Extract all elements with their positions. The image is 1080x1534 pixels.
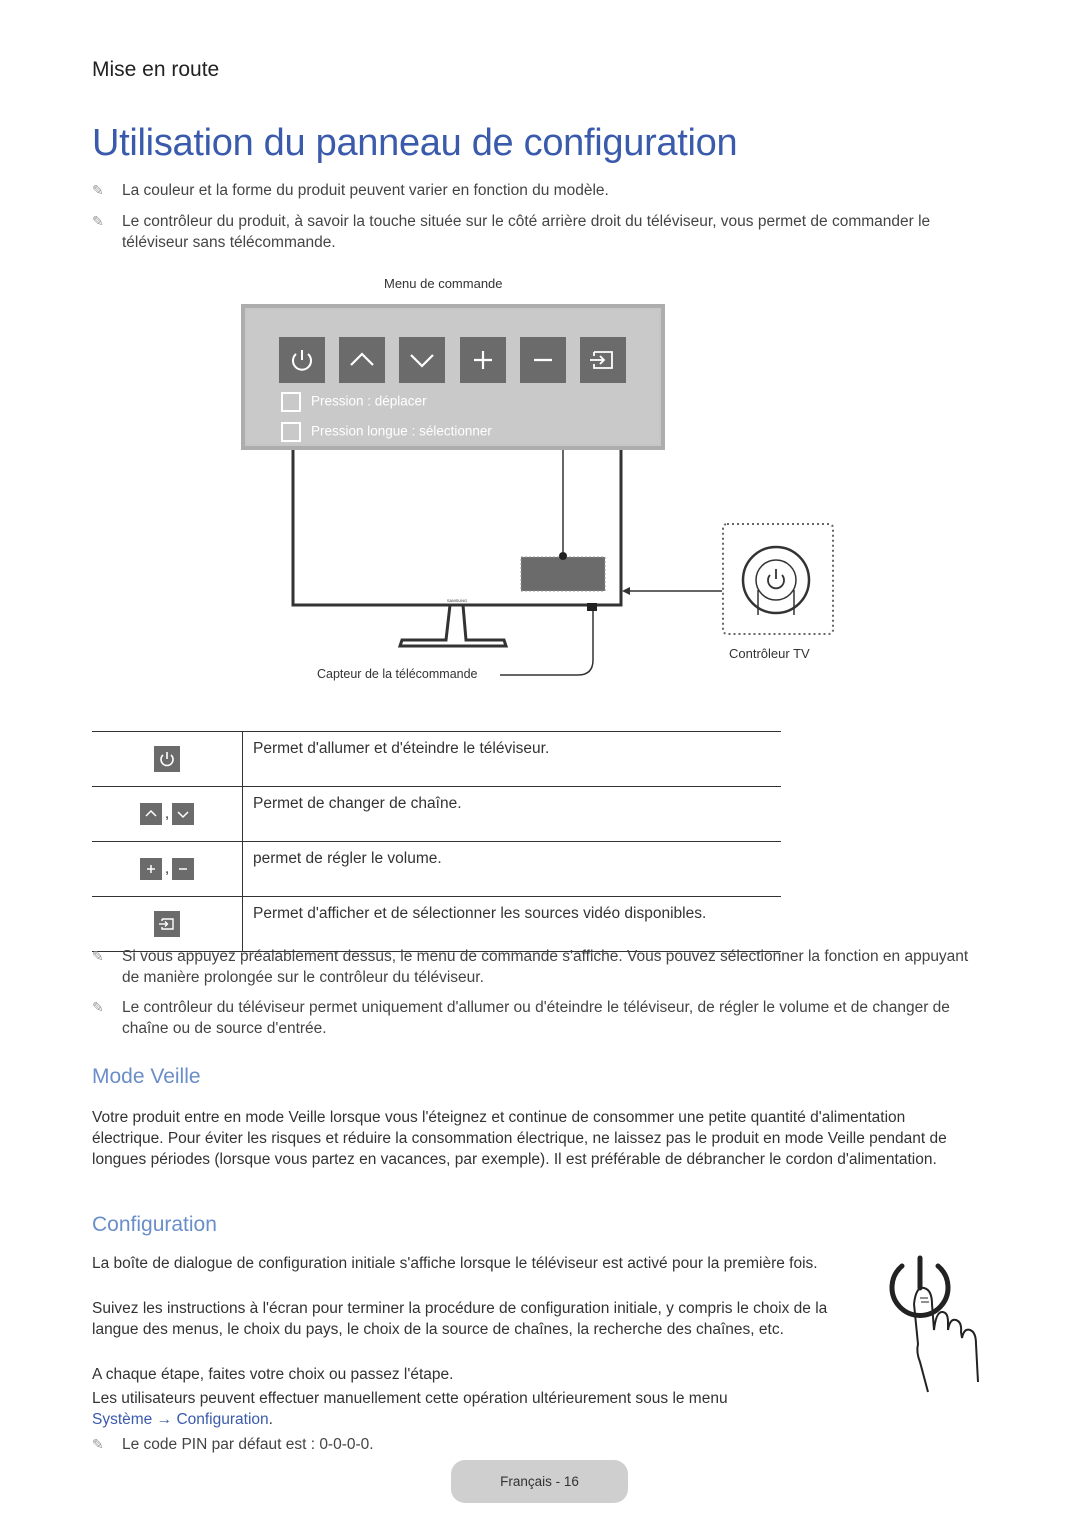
panel-hint-press: Pression : déplacer	[281, 392, 427, 412]
plus-icon	[460, 337, 506, 383]
menu-path-system: Système	[92, 1411, 153, 1428]
pencil-icon: ✎	[92, 213, 104, 229]
control-menu-panel	[241, 304, 665, 450]
arrow-icon: →	[156, 1411, 173, 1428]
page-title: Utilisation du panneau de configuration	[92, 122, 738, 164]
note: ✎ Si vous appuyez préalablement dessus, le menu de commande s'affiche. Vous pouvez sélectionner la fonction en appuyant de manière prolongée sur le contrôleur du téléviseur.	[92, 948, 969, 986]
press-icon	[281, 422, 301, 442]
table-cell-desc: permet de régler le volume.	[243, 842, 782, 897]
source-icon	[154, 911, 180, 937]
plus-icon	[140, 858, 162, 880]
config-paragraph-1: La boîte de dialogue de configuration initiale s'affiche lorsque le téléviseur est activé pour la première fois.	[92, 1255, 818, 1272]
table-row	[92, 732, 781, 787]
chevron-down-icon	[172, 803, 194, 825]
controls-table	[92, 731, 781, 952]
tv-brand: SAMSUNG	[446, 598, 468, 603]
pencil-icon: ✎	[92, 948, 104, 964]
mode-veille-text: Votre produit entre en mode Veille lorsque vous l'éteignez et continue de consommer une petite quantité d'alimentation électrique. Pour éviter les risques et réduire la consommation électrique, ne laissez pas le produit en mode Veille pendant de longues périodes (lorsque vous partez en vacances, par exemple). Il est préférable de débrancher le cordon d'alimentation.	[92, 1109, 947, 1168]
section-heading-configuration: Configuration	[92, 1213, 217, 1236]
menu-label: Menu de commande	[384, 276, 503, 291]
table-row: , permet de régler le volume.	[92, 842, 781, 897]
table-cell-desc: Permet d'allumer et d'éteindre le téléviseur.	[243, 732, 782, 787]
pencil-icon: ✎	[92, 1436, 104, 1452]
pin-note: ✎ Le code PIN par défaut est : 0-0-0-0.	[92, 1436, 374, 1453]
pencil-icon: ✎	[92, 182, 104, 198]
page-number: Français - 16	[451, 1460, 628, 1503]
section-heading-mode-veille: Mode Veille	[92, 1065, 201, 1088]
note: ✎ Le contrôleur du produit, à savoir la touche située sur le côté arrière droit du téléviseur, vous permet de commander le téléviseur sans télécommande.	[92, 213, 931, 251]
table-cell-desc: Permet d'afficher et de sélectionner les sources vidéo disponibles.	[243, 897, 782, 952]
source-icon	[580, 337, 626, 383]
pencil-icon: ✎	[92, 999, 104, 1015]
menu-path-configuration: Configuration	[176, 1411, 269, 1428]
chevron-down-icon	[399, 337, 445, 383]
channel-down-button[interactable]	[399, 337, 445, 383]
table-cell-desc: Permet de changer de chaîne.	[243, 787, 782, 842]
config-paragraph-3: A chaque étape, faites votre choix ou passez l'étape.	[92, 1366, 454, 1383]
minus-icon	[172, 858, 194, 880]
note: ✎ Le contrôleur du téléviseur permet uniquement d'allumer ou d'éteindre le téléviseur, de régler le volume et de changer de chaîne ou de source d'entrée.	[92, 999, 950, 1037]
chevron-up-icon	[339, 337, 385, 383]
press-icon	[281, 392, 301, 412]
section-label: Mise en route	[92, 58, 220, 81]
tv-illustration	[280, 440, 860, 680]
panel-hint-long-press: Pression longue : sélectionner	[281, 422, 492, 442]
volume-down-button[interactable]	[520, 337, 566, 383]
power-icon	[279, 337, 325, 383]
hand-press-power-icon	[876, 1252, 986, 1397]
source-button[interactable]	[580, 337, 626, 383]
note: ✎ La couleur et la forme du produit peuvent varier en fonction du modèle.	[92, 182, 609, 199]
table-row	[92, 897, 781, 952]
channel-up-button[interactable]	[339, 337, 385, 383]
power-button[interactable]	[279, 337, 325, 383]
config-paragraph-4: Les utilisateurs peuvent effectuer manuellement cette opération ultérieurement sous le menu Système → Configuration.	[92, 1390, 728, 1428]
sensor-label: Capteur de la télécommande	[317, 667, 478, 681]
power-icon	[154, 746, 180, 772]
controller-label: Contrôleur TV	[729, 646, 810, 661]
chevron-up-icon	[140, 803, 162, 825]
config-paragraph-2: Suivez les instructions à l'écran pour terminer la procédure de configuration initiale, y compris le choix de la langue des menus, le choix du pays, le choix de la source de chaînes, la recherche des chaînes, etc.	[92, 1300, 828, 1338]
table-row: , Permet de changer de chaîne.	[92, 787, 781, 842]
volume-up-button[interactable]	[460, 337, 506, 383]
minus-icon	[520, 337, 566, 383]
